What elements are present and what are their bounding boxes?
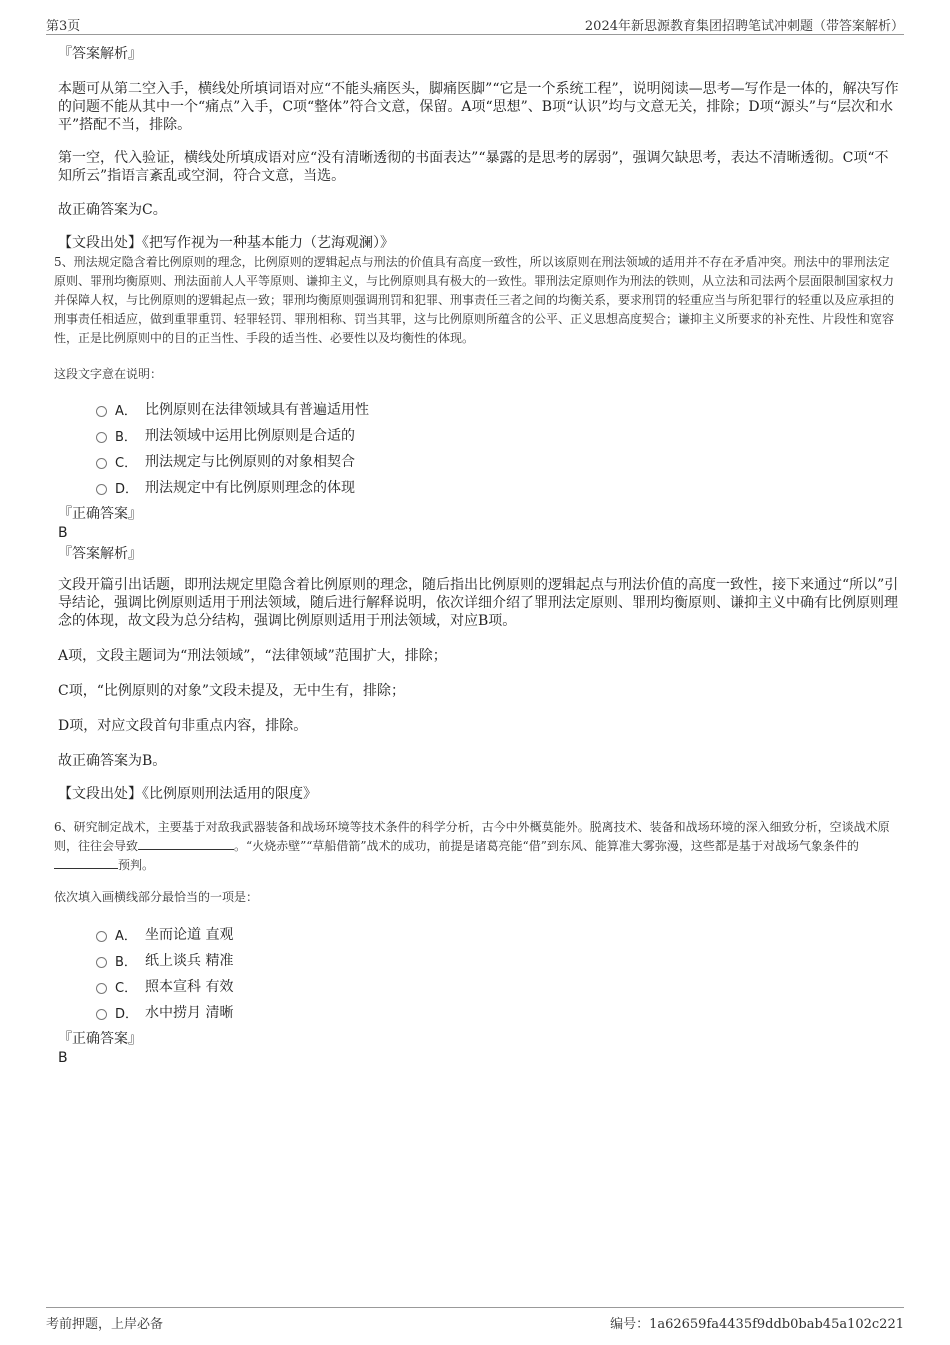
q6-option-b[interactable]: B． 纸上谈兵 精准 <box>96 947 900 973</box>
q5-option-b[interactable]: B． 刑法领域中运用比例原则是合适的 <box>96 422 900 448</box>
radio-button[interactable] <box>96 957 107 968</box>
q6-option-a[interactable]: A． 坐而论道 直观 <box>96 921 900 947</box>
radio-button[interactable] <box>96 1009 107 1020</box>
q6-prompt: 依次填入画横线部分最恰当的一项是： <box>54 890 259 904</box>
q5-answer-label: 『正确答案』 <box>58 506 142 522</box>
q6-option-d[interactable]: D． 水中捞月 清晰 <box>96 999 900 1025</box>
radio-button[interactable] <box>96 983 107 994</box>
q5-answer: B <box>58 525 68 541</box>
fill-blank <box>54 856 118 869</box>
fill-blank <box>138 837 234 850</box>
q5-prompt: 这段文字意在说明： <box>54 367 163 381</box>
q5-source: 【文段出处】《比例原则刑法适用的限度》 <box>58 786 317 802</box>
q6-stem: 6、研究制定战术，主要基于对敌我武器装备和战场环境等技术条件的科学分析，古今中外概莫能外。脱离技术、装备和战场环境的深入细致分析，空谈战术原则，往往会导致 。“火烧赤壁”“草船借箭”战术的成功，前提是诸葛亮能“借”到东风、能算准大雾弥漫，这些都是基于对战场气象条件的预判。 <box>54 820 890 872</box>
q5-analysis-paragraph: A项，文段主题词为“刑法领域”，“法律领域”范围扩大，排除； <box>58 648 447 664</box>
q5-analysis-paragraph: D项，对应文段首句非重点内容，排除。 <box>58 718 308 734</box>
q6-options <box>96 921 900 1025</box>
radio-button[interactable] <box>96 406 107 417</box>
q4-source: 【文段出处】《把写作视为一种基本能力（艺海观澜）》 <box>58 235 394 251</box>
q6-answer-label: 『正确答案』 <box>58 1031 142 1047</box>
document-code: 编号：1a62659fa4435f9ddb0bab45a102c221 <box>610 1317 904 1332</box>
q5-analysis-label: 『答案解析』 <box>58 546 142 562</box>
q5-options <box>96 396 900 500</box>
q5-option-a[interactable]: A． 比例原则在法律领域具有普遍适用性 <box>96 396 900 422</box>
q5-conclusion: 故正确答案为B。 <box>58 753 167 769</box>
page-header <box>46 14 904 35</box>
radio-button[interactable] <box>96 931 107 942</box>
radio-button[interactable] <box>96 484 107 495</box>
radio-button[interactable] <box>96 432 107 443</box>
q4-analysis-label: 『答案解析』 <box>58 46 142 62</box>
q4-conclusion: 故正确答案为C。 <box>58 202 167 218</box>
radio-button[interactable] <box>96 458 107 469</box>
footer-slogan: 考前押题，上岸必备 <box>46 1317 164 1332</box>
q6-option-c[interactable]: C． 照本宣科 有效 <box>96 973 900 999</box>
page-content <box>54 44 900 1067</box>
document-title: 2024年新思源教育集团招聘笔试冲刺题（带答案解析） <box>584 19 904 34</box>
q5-option-c[interactable]: C． 刑法规定与比例原则的对象相契合 <box>96 448 900 474</box>
q4-analysis-paragraph: 本题可从第二空入手，横线处所填词语对应“不能头痛医头，脚痛医脚”“它是一个系统工程”，说明阅读—思考—写作是一体的，解决写作的问题不能从其中一个“痛点”入手，C项“整体”符合文意，保留。A项“思想”、B项“认识”均与文意无关，排除；D项“源头”与“层次和水平”搭配不当，排除。 <box>58 81 899 133</box>
q5-analysis-paragraph: C项，“比例原则的对象”文段未提及，无中生有，排除； <box>58 683 406 699</box>
q5-analysis-paragraph: 文段开篇引出话题，即刑法规定里隐含着比例原则的理念，随后指出比例原则的逻辑起点与刑法价值的高度一致性，接下来通过“所以”引导结论，强调比例原则适用于刑法领域，随后进行解释说明，依次详细介绍了罪刑法定原则、罪刑均衡原则、谦抑主义中确有比例原则理念的体现，故文段为总分结构，强调比例原则适用于刑法领域，对应B项。 <box>58 577 899 629</box>
q5-stem: 5、刑法规定隐含着比例原则的理念，比例原则的逻辑起点与刑法的价值具有高度一致性，所以该原则在刑法领域的适用并不存在矛盾冲突。刑法中的罪刑法定原则、罪刑均衡原则、刑法面前人人平等原则、谦抑主义，与比例原则具有极大的一致性。罪刑法定原则作为刑法的铁则，从立法和司法两个层面限制国家权力并保障人权，与比例原则的逻辑起点一致；罪刑均衡原则强调刑罚和犯罪、刑事责任三者之间的均衡关系，要求刑罚的轻重应当与所犯罪行的轻重以及应承担的刑事责任相适应，做到重罪重罚、轻罪轻罚、罪刑相称、罚当其罪，这与比例原则所蕴含的公平、正义思想高度契合；谦抑主义所要求的补充性、片段性和宽容性，正是比例原则中的目的正当性、手段的适当性、必要性以及均衡性的体现。 <box>54 255 895 345</box>
q5-option-d[interactable]: D． 刑法规定中有比例原则理念的体现 <box>96 474 900 500</box>
q6-answer: B <box>58 1050 68 1066</box>
page-number: 第3页 <box>46 19 81 34</box>
page-footer <box>46 1307 904 1330</box>
q4-analysis-paragraph: 第一空，代入验证，横线处所填成语对应“没有清晰透彻的书面表达”“暴露的是思考的孱弱”，强调欠缺思考，表达不清晰透彻。C项“不知所云”指语言紊乱或空洞，符合文意，当选。 <box>58 150 889 184</box>
